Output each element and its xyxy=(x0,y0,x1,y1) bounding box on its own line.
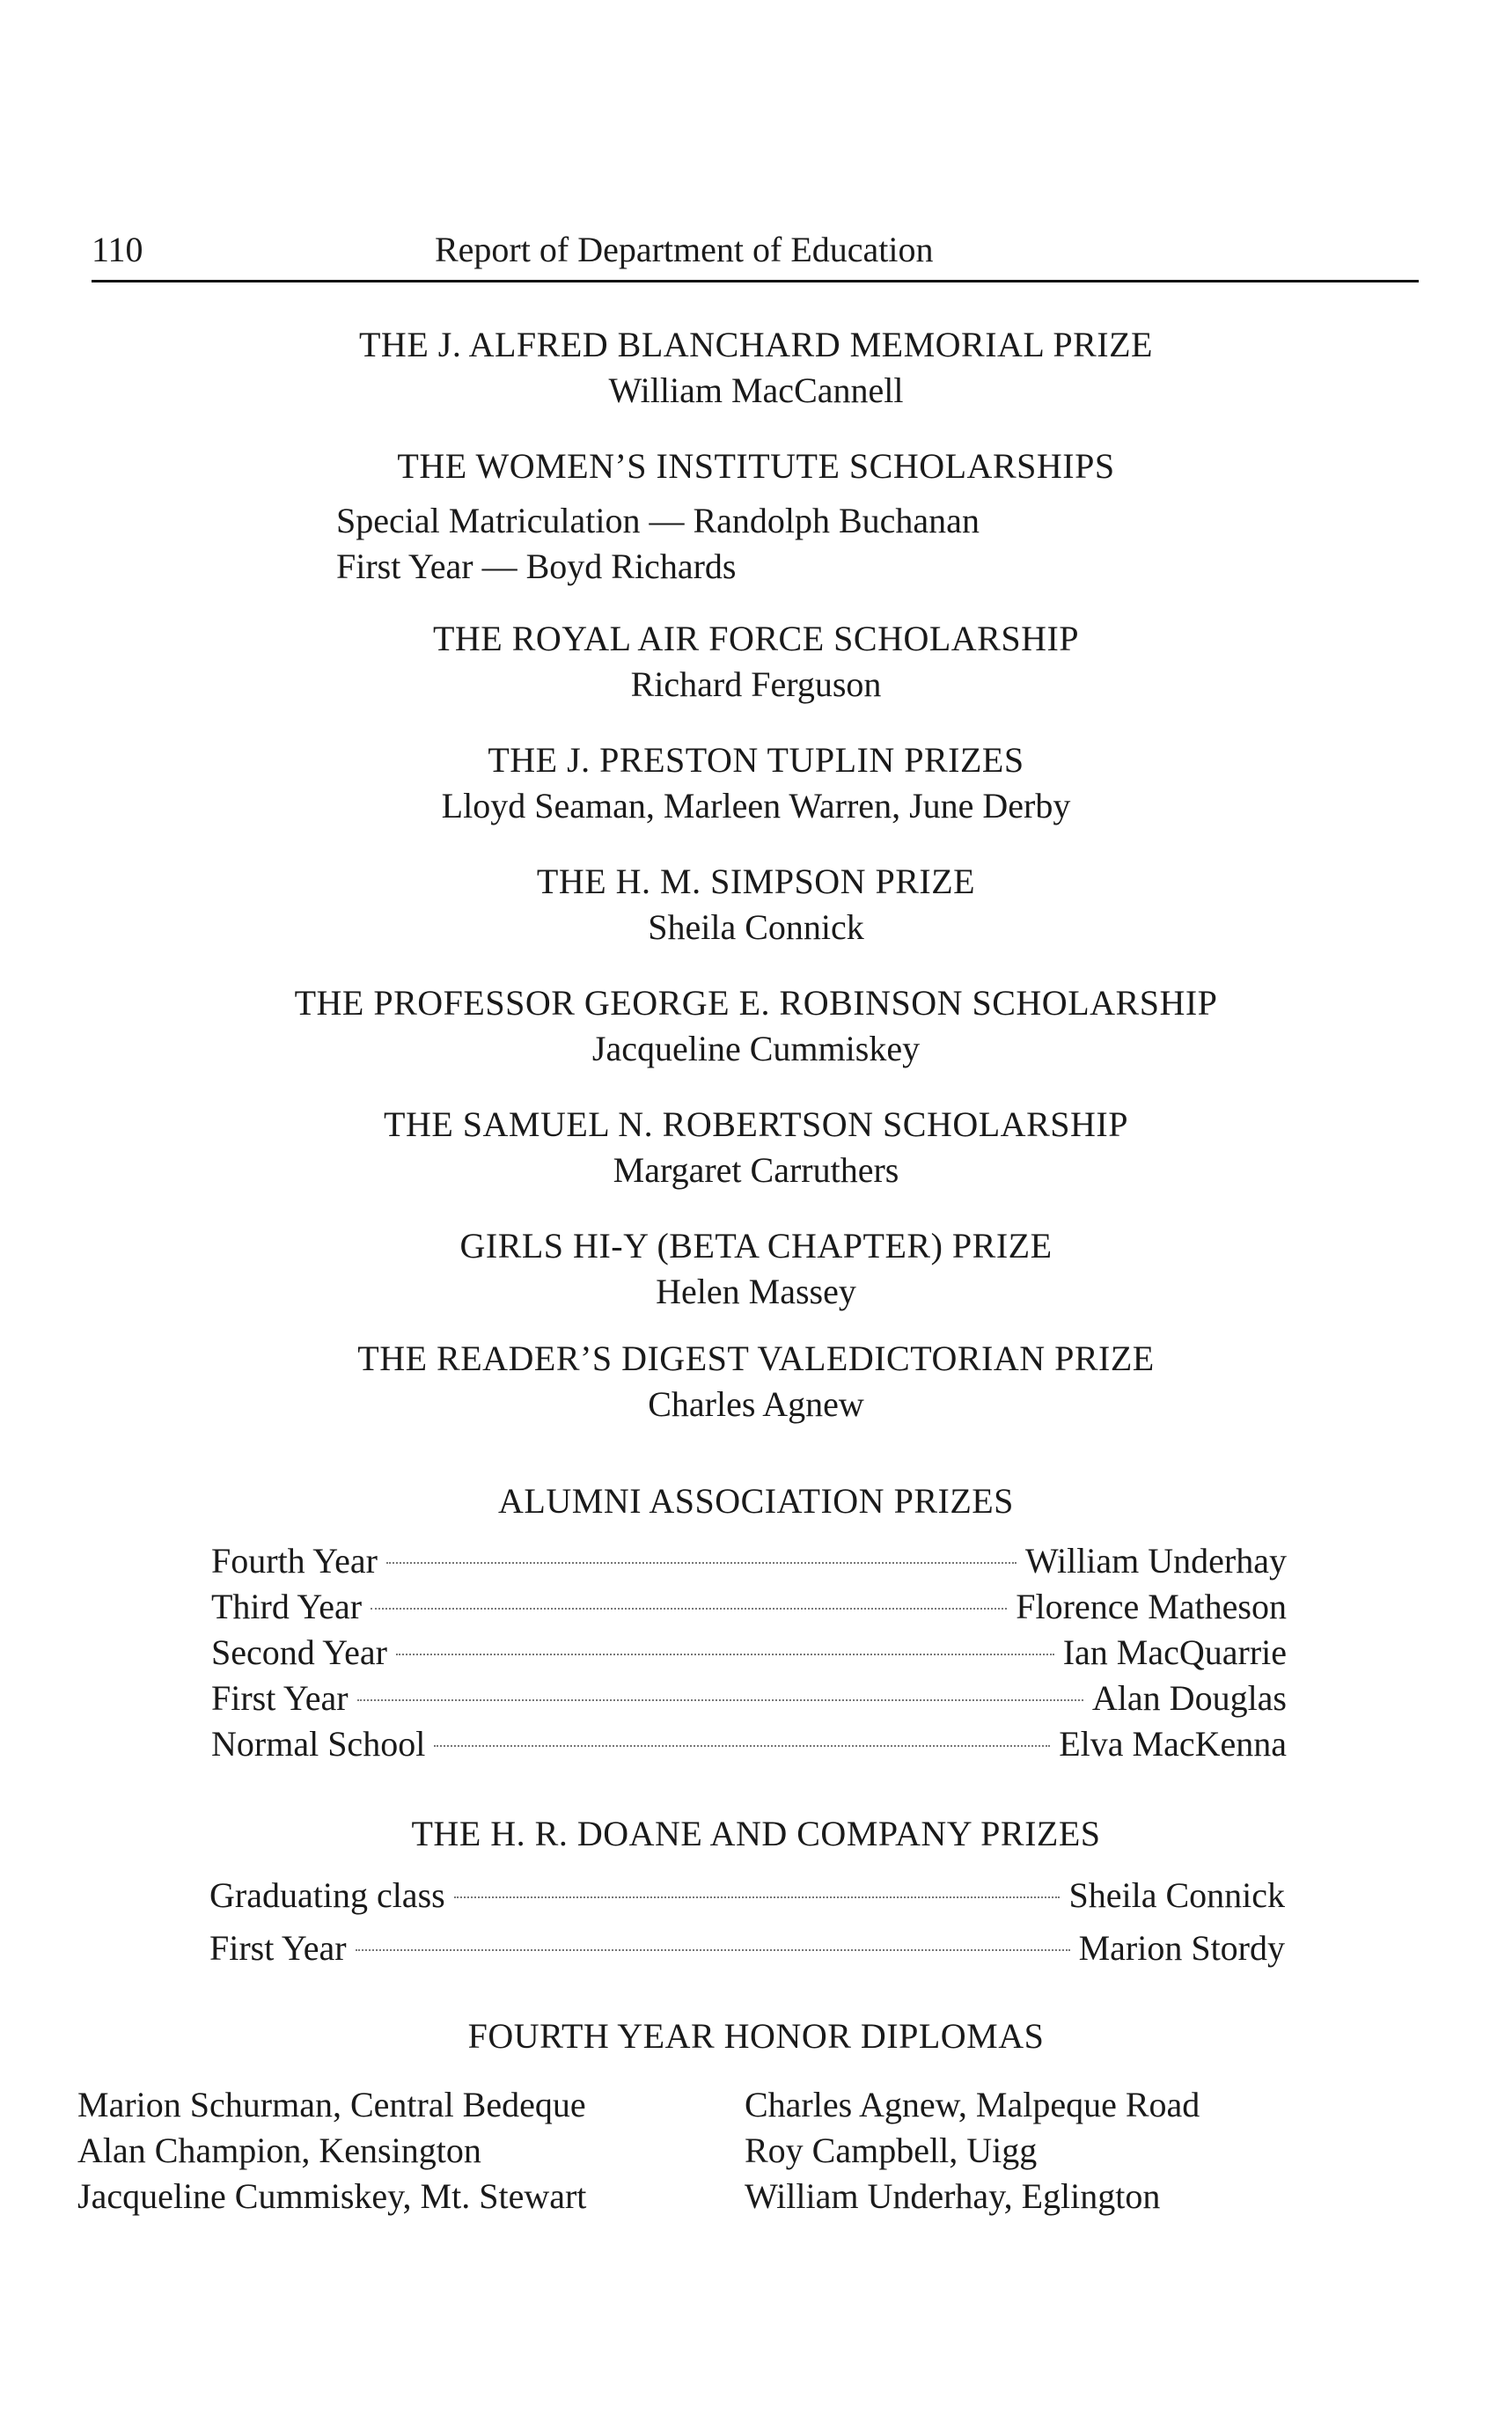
diploma-recipient: Charles Agnew, Malpeque Road xyxy=(745,2085,1200,2124)
section-heading: ALUMNI ASSOCIATION PRIZES xyxy=(498,1481,1014,1521)
dot-leader xyxy=(371,1608,1007,1610)
dot-leader xyxy=(434,1745,1050,1747)
alumni-row xyxy=(211,1630,1287,1676)
row-label: First Year xyxy=(211,1678,349,1718)
page-number: 110 xyxy=(92,230,143,269)
alumni-row xyxy=(211,1721,1287,1767)
simpson-prize-section xyxy=(0,859,1512,950)
prize-winner: Helen Massey xyxy=(656,1272,856,1311)
row-label: First Year xyxy=(209,1928,347,1968)
blanchard-prize-section xyxy=(0,322,1512,414)
dot-leader xyxy=(396,1654,1054,1655)
prize-winner: Sheila Connick xyxy=(648,907,864,947)
prize-winner: Richard Ferguson xyxy=(630,664,882,704)
header-rule xyxy=(92,280,1419,282)
dot-leader xyxy=(454,1896,1061,1898)
dot-leader xyxy=(356,1949,1070,1951)
honor-diplomas-section xyxy=(0,2014,1512,2059)
alumni-row xyxy=(211,1538,1287,1584)
row-name: Florence Matheson xyxy=(1016,1587,1287,1626)
diploma-recipient: Marion Schurman, Central Bedeque xyxy=(77,2085,586,2124)
row-name: Marion Stordy xyxy=(1078,1928,1285,1968)
section-heading: THE H. R. DOANE AND COMPANY PRIZES xyxy=(411,1814,1101,1853)
hiy-prize-section xyxy=(0,1223,1512,1315)
robertson-scholarship-section xyxy=(0,1102,1512,1193)
diploma-recipient: Jacqueline Cummiskey, Mt. Stewart xyxy=(77,2176,587,2216)
section-heading: THE READER’S DIGEST VALEDICTORIAN PRIZE xyxy=(357,1339,1155,1378)
section-heading: THE PROFESSOR GEORGE E. ROBINSON SCHOLARSHIP xyxy=(294,983,1218,1023)
prize-winner: Margaret Carruthers xyxy=(613,1150,899,1190)
prize-winner: Charles Agnew xyxy=(648,1384,864,1424)
row-name: Alan Douglas xyxy=(1091,1678,1287,1718)
row-label: Fourth Year xyxy=(211,1541,378,1581)
scholarship-line: First Year — Boyd Richards xyxy=(336,546,737,586)
diploma-recipient: William Underhay, Eglington xyxy=(745,2176,1161,2216)
womens-institute-lines xyxy=(336,498,1216,590)
diploma-recipient: Alan Champion, Kensington xyxy=(77,2131,481,2170)
dot-leader xyxy=(386,1562,1017,1564)
alumni-row xyxy=(211,1676,1287,1721)
diplomas-left-column xyxy=(77,2082,586,2219)
womens-institute-section xyxy=(0,444,1512,489)
running-head xyxy=(92,225,1419,275)
row-label: Normal School xyxy=(211,1724,426,1764)
row-name: Ian MacQuarrie xyxy=(1062,1632,1287,1672)
row-label: Third Year xyxy=(211,1587,363,1626)
raf-scholarship-section xyxy=(0,616,1512,708)
section-heading: THE SAMUEL N. ROBERTSON SCHOLARSHIP xyxy=(384,1104,1128,1144)
section-heading: THE H. M. SIMPSON PRIZE xyxy=(536,862,976,901)
prize-winner: Jacqueline Cummiskey xyxy=(591,1029,921,1068)
alumni-prizes-section xyxy=(0,1478,1512,1524)
row-label: Graduating class xyxy=(209,1875,445,1915)
row-name: William Underhay xyxy=(1024,1541,1287,1581)
section-heading: THE J. ALFRED BLANCHARD MEMORIAL PRIZE xyxy=(359,325,1153,364)
doane-prizes-section xyxy=(0,1811,1512,1857)
section-heading: FOURTH YEAR HONOR DIPLOMAS xyxy=(467,2016,1045,2056)
section-heading: THE WOMEN’S INSTITUTE SCHOLARSHIPS xyxy=(397,446,1115,486)
diplomas-right-column xyxy=(745,2082,1200,2219)
doane-row xyxy=(209,1873,1285,1918)
robinson-scholarship-section xyxy=(0,980,1512,1072)
row-name: Elva MacKenna xyxy=(1059,1724,1287,1764)
diploma-recipient: Roy Campbell, Uigg xyxy=(745,2131,1038,2170)
readers-digest-section xyxy=(0,1336,1512,1427)
alumni-row xyxy=(211,1584,1287,1630)
row-name: Sheila Connick xyxy=(1068,1875,1285,1915)
row-label: Second Year xyxy=(211,1632,387,1672)
doane-row xyxy=(209,1926,1285,1971)
section-heading: THE ROYAL AIR FORCE SCHOLARSHIP xyxy=(432,619,1080,658)
prize-winner: William MacCannell xyxy=(608,370,904,410)
prize-winner: Lloyd Seaman, Marleen Warren, June Derby xyxy=(441,786,1071,825)
dot-leader xyxy=(357,1699,1083,1701)
section-heading: GIRLS HI-Y (BETA CHAPTER) PRIZE xyxy=(459,1226,1053,1265)
tuplin-prizes-section xyxy=(0,737,1512,829)
section-heading: THE J. PRESTON TUPLIN PRIZES xyxy=(488,740,1024,780)
running-title: Report of Department of Education xyxy=(435,230,934,269)
scholarship-line: Special Matriculation — Randolph Buchanan xyxy=(336,501,980,540)
